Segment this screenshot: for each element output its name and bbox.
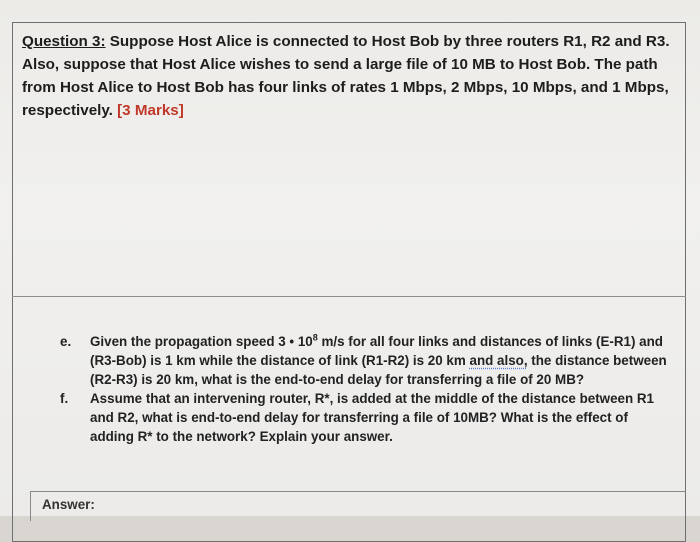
answer-left-rule [30, 491, 31, 521]
sub-question-f [60, 389, 670, 446]
sub-question-list [60, 332, 670, 446]
exponent: 8 [312, 332, 318, 343]
answer-label: Answer: [42, 497, 95, 512]
question-marks: [3 Marks] [117, 102, 184, 119]
question-text: Suppose Host Alice is connected to Host Bob by three routers R1, R2 and R3. Also, suppose that Host Alice wishes to send a large file of 10 MB to Host Bob. The path from Host Alice to Host Bob has four links of rates 1 Mbps, 2 Mbps, 10 Mbps, and 1 Mbps, respectively. [22, 33, 670, 119]
answer-top-rule [30, 491, 686, 492]
question-paragraph [22, 30, 682, 122]
sub-question-text: Assume that an intervening router, R*, is added at the middle of the distance between R1 and R2, what is end-to-end delay for transferring a file of 10MB? What is the effect of adding R* to the network? Explain your answer. [90, 391, 655, 444]
question-label: Question 3: [22, 33, 106, 50]
sub-question-text: Given the propagation speed 3 • 10 [90, 334, 313, 349]
sub-question-marker: f. [60, 391, 69, 406]
sub-question-text: m/s for all four links and distances of links (E-R1) and (R3-Bob) is 1 km while the distance of link (R1-R2) is 20 km [90, 334, 663, 368]
spellcheck-phrase: and also, [469, 353, 528, 368]
sub-question-marker: e. [60, 334, 72, 349]
sub-question-e [60, 332, 670, 389]
section-divider [12, 296, 686, 297]
sub-question-text: the distance between (R2-R3) is 20 km, what is the end-to-end delay for transferring a file of 20 MB? [90, 353, 667, 387]
